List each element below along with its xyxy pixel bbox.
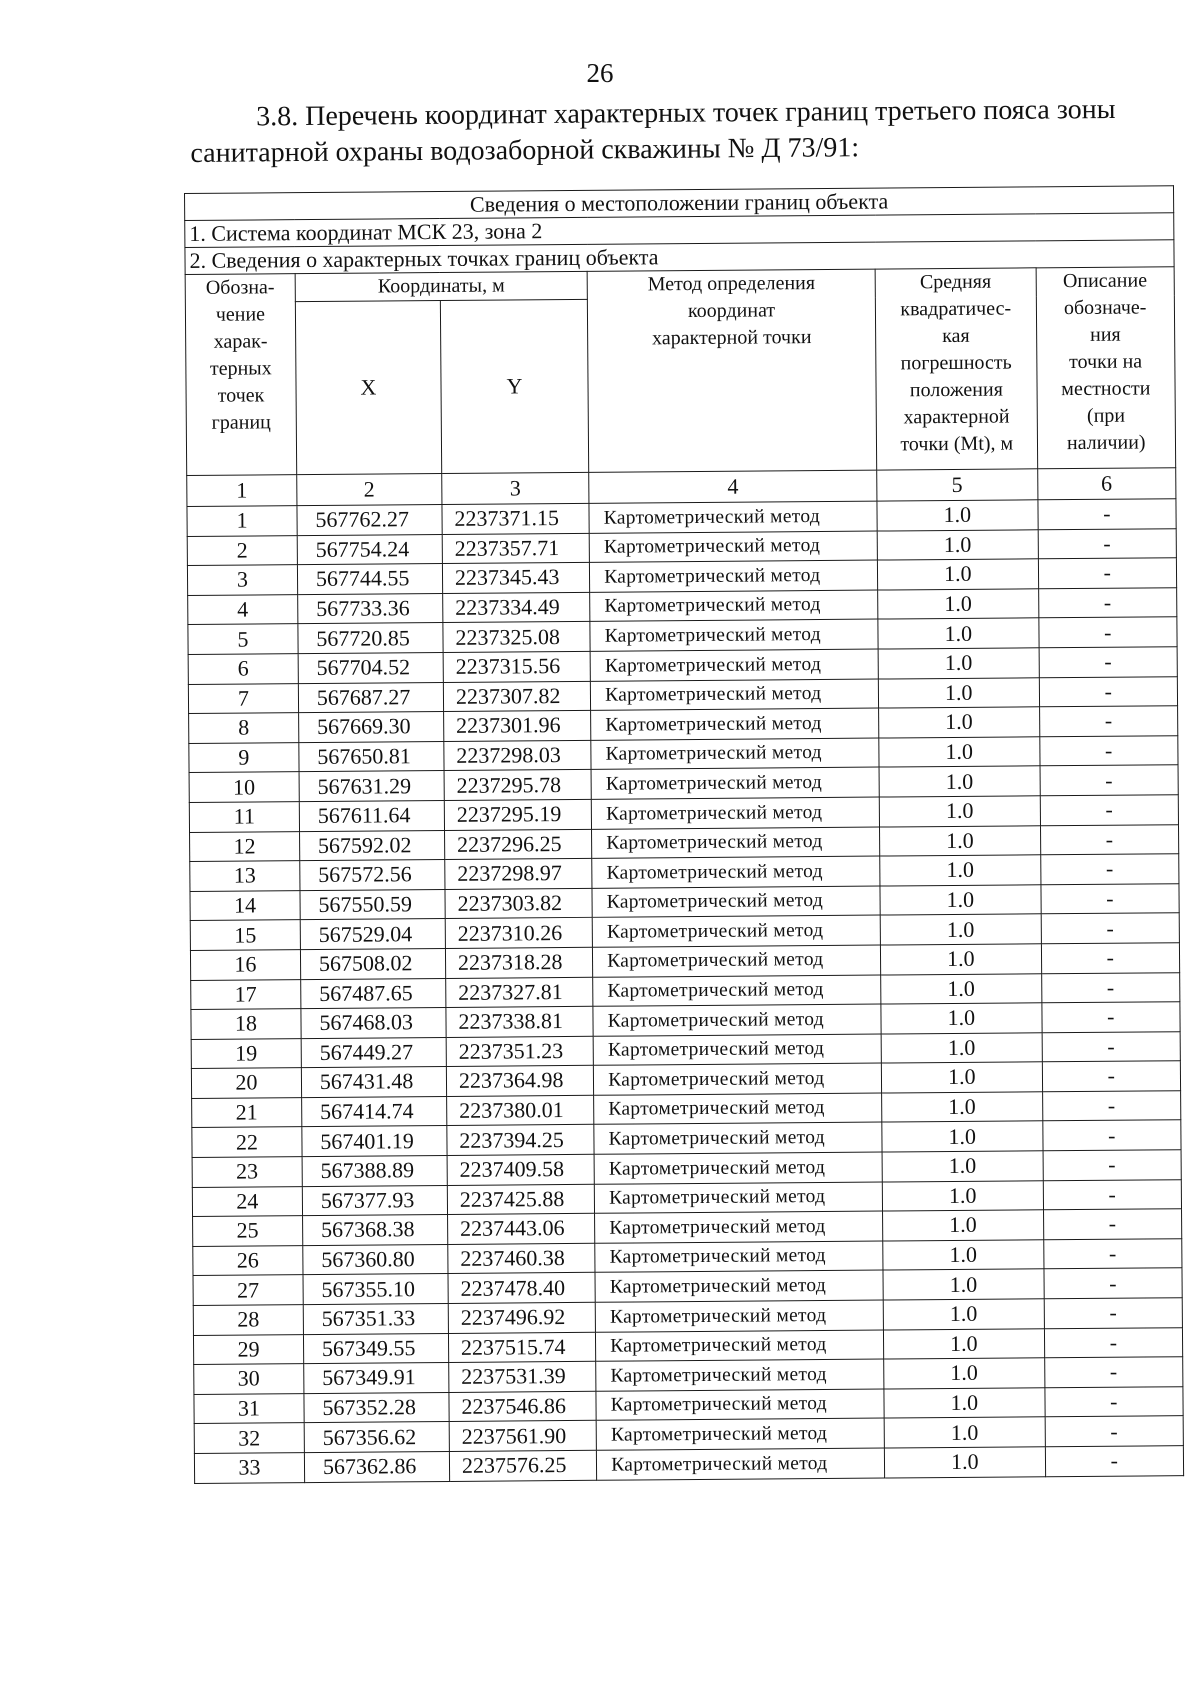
page-number: 26 [586, 58, 614, 88]
point-id-cell: 33 [194, 1453, 304, 1483]
method-cell: Картометрический метод [592, 915, 880, 947]
accuracy-cell: 1.0 [882, 1121, 1043, 1152]
point-id-cell: 28 [193, 1305, 303, 1335]
y-coordinate-cell: 2237303.82 [445, 888, 592, 919]
method-cell: Картометрический метод [594, 1152, 882, 1184]
point-id-cell: 3 [187, 565, 297, 595]
method-cell: Картометрический метод [590, 560, 878, 592]
header-description: Описание обозначе- ния точки на местности (при наличии) [1036, 267, 1176, 469]
y-coordinate-cell: 2237315.56 [443, 651, 590, 682]
accuracy-cell: 1.0 [880, 855, 1041, 886]
point-id-cell: 2 [187, 535, 297, 565]
accuracy-cell: 1.0 [877, 529, 1038, 560]
y-coordinate-cell: 2237307.82 [443, 681, 590, 712]
accuracy-cell: 1.0 [881, 1062, 1042, 1093]
description-cell: - [1038, 587, 1177, 618]
description-cell: - [1038, 617, 1177, 648]
x-coordinate-cell: 567487.65 [301, 978, 446, 1009]
description-cell: - [1038, 558, 1177, 589]
y-coordinate-cell: 2237357.71 [442, 533, 589, 564]
x-coordinate-cell: 567349.55 [303, 1333, 448, 1364]
method-cell: Картометрический метод [593, 1034, 881, 1066]
header-y: Y [440, 299, 589, 473]
accuracy-cell: 1.0 [878, 618, 1039, 649]
point-id-cell: 10 [189, 772, 299, 802]
x-coordinate-cell: 567431.48 [301, 1067, 446, 1098]
column-number: 2 [297, 473, 442, 505]
x-coordinate-cell: 567352.28 [304, 1392, 449, 1423]
x-coordinate-cell: 567368.38 [302, 1215, 447, 1246]
method-cell: Картометрический метод [593, 945, 881, 977]
x-coordinate-cell: 567356.62 [304, 1422, 449, 1453]
accuracy-cell: 1.0 [879, 737, 1040, 768]
description-cell: - [1043, 1150, 1182, 1181]
method-cell: Картометрический метод [596, 1330, 884, 1362]
description-cell: - [1039, 735, 1178, 766]
heading-line-1: 3.8. Перечень координат характерных точек границ третьего пояса зоны [256, 93, 1116, 133]
accuracy-cell: 1.0 [882, 1180, 1043, 1211]
x-coordinate-cell: 567362.86 [304, 1451, 449, 1482]
method-cell: Картометрический метод [594, 1093, 882, 1125]
description-cell: - [1039, 676, 1178, 707]
x-coordinate-cell: 567733.36 [298, 593, 443, 624]
y-coordinate-cell: 2237345.43 [442, 563, 589, 594]
method-cell: Картометрический метод [592, 856, 880, 888]
column-number: 1 [187, 475, 297, 507]
description-cell: - [1044, 1387, 1183, 1418]
y-coordinate-cell: 2237364.98 [446, 1066, 593, 1097]
accuracy-cell: 1.0 [877, 500, 1038, 531]
y-coordinate-cell: 2237409.58 [447, 1154, 594, 1185]
y-coordinate-cell: 2237515.74 [448, 1332, 595, 1363]
x-coordinate-cell: 567529.04 [300, 919, 445, 950]
point-id-cell: 26 [193, 1245, 303, 1275]
method-cell: Картометрический метод [589, 531, 877, 563]
y-coordinate-cell: 2237371.15 [442, 503, 589, 534]
y-coordinate-cell: 2237298.03 [444, 740, 591, 771]
header-x: X [295, 300, 441, 474]
accuracy-cell: 1.0 [881, 944, 1042, 975]
y-coordinate-cell: 2237325.08 [443, 622, 590, 653]
point-id-cell: 30 [194, 1364, 304, 1394]
accuracy-cell: 1.0 [883, 1240, 1044, 1271]
accuracy-cell: 1.0 [884, 1447, 1045, 1478]
x-coordinate-cell: 567669.30 [298, 712, 443, 743]
x-coordinate-cell: 567687.27 [298, 682, 443, 713]
point-id-cell: 31 [194, 1393, 304, 1423]
accuracy-cell: 1.0 [877, 559, 1038, 590]
point-id-cell: 7 [188, 683, 298, 713]
section-heading [190, 92, 1151, 172]
method-cell: Картометрический метод [596, 1359, 884, 1391]
point-id-cell: 25 [193, 1216, 303, 1246]
description-cell: - [1042, 1031, 1181, 1062]
y-coordinate-cell: 2237351.23 [446, 1036, 593, 1067]
x-coordinate-cell: 567550.59 [300, 889, 445, 920]
description-cell: - [1040, 795, 1179, 826]
x-coordinate-cell: 567355.10 [303, 1274, 448, 1305]
y-coordinate-cell: 2237380.01 [447, 1095, 594, 1126]
description-cell: - [1040, 765, 1179, 796]
description-cell: - [1044, 1357, 1183, 1388]
point-id-cell: 16 [190, 950, 300, 980]
description-cell: - [1043, 1268, 1182, 1299]
x-coordinate-cell: 567762.27 [297, 504, 442, 535]
x-coordinate-cell: 567508.02 [300, 948, 445, 979]
description-cell: - [1044, 1298, 1183, 1329]
point-id-cell: 8 [189, 713, 299, 743]
accuracy-cell: 1.0 [883, 1299, 1044, 1330]
point-id-cell: 23 [192, 1157, 302, 1187]
point-id-cell: 6 [188, 654, 298, 684]
y-coordinate-cell: 2237334.49 [443, 592, 590, 623]
point-id-cell: 32 [194, 1423, 304, 1453]
y-coordinate-cell: 2237318.28 [445, 947, 592, 978]
accuracy-cell: 1.0 [879, 707, 1040, 738]
point-id-cell: 29 [193, 1334, 303, 1364]
method-cell: Картометрический метод [592, 827, 880, 859]
header-designation: Обозна- чение харак- терных точек границ [185, 274, 296, 476]
accuracy-cell: 1.0 [880, 914, 1041, 945]
method-cell: Картометрический метод [594, 1123, 882, 1155]
point-id-cell: 27 [193, 1275, 303, 1305]
x-coordinate-cell: 567704.52 [298, 652, 443, 683]
description-cell: - [1041, 913, 1180, 944]
point-id-cell: 4 [188, 594, 298, 624]
column-number: 4 [589, 470, 877, 503]
method-cell: Картометрический метод [590, 590, 878, 622]
description-cell: - [1045, 1416, 1184, 1447]
point-id-cell: 15 [190, 920, 300, 950]
point-id-cell: 20 [191, 1068, 301, 1098]
x-coordinate-cell: 567744.55 [297, 564, 442, 595]
method-cell: Картометрический метод [596, 1389, 884, 1421]
x-coordinate-cell: 567650.81 [299, 741, 444, 772]
method-cell: Картометрический метод [595, 1300, 883, 1332]
description-cell: - [1038, 528, 1177, 559]
x-coordinate-cell: 567572.56 [300, 860, 445, 891]
header-coordinates: Координаты, м [295, 271, 588, 301]
accuracy-cell: 1.0 [879, 766, 1040, 797]
x-coordinate-cell: 567449.27 [301, 1037, 446, 1068]
accuracy-cell: 1.0 [878, 648, 1039, 679]
y-coordinate-cell: 2237460.38 [448, 1243, 595, 1274]
method-cell: Картометрический метод [593, 1004, 881, 1036]
x-coordinate-cell: 567388.89 [302, 1156, 447, 1187]
x-coordinate-cell: 567377.93 [302, 1185, 447, 1216]
column-number: 3 [442, 472, 589, 504]
y-coordinate-cell: 2237496.92 [448, 1302, 595, 1333]
method-cell: Картометрический метод [591, 767, 879, 799]
description-cell: - [1039, 706, 1178, 737]
method-cell: Картометрический метод [591, 738, 879, 770]
column-number: 5 [877, 469, 1038, 501]
accuracy-cell: 1.0 [884, 1417, 1045, 1448]
y-coordinate-cell: 2237394.25 [447, 1125, 594, 1156]
description-cell: - [1041, 972, 1180, 1003]
point-id-cell: 22 [192, 1127, 302, 1157]
description-cell: - [1041, 943, 1180, 974]
x-coordinate-cell: 567414.74 [301, 1096, 446, 1127]
x-coordinate-cell: 567754.24 [297, 534, 442, 565]
method-cell: Картометрический метод [595, 1241, 883, 1273]
coordinate-system: 1. Система координат МСК 23, зона 2 [185, 213, 1174, 248]
description-cell: - [1040, 883, 1179, 914]
points-info: 2. Сведения о характерных точках границ объекта [185, 240, 1174, 275]
accuracy-cell: 1.0 [880, 885, 1041, 916]
method-cell: Картометрический метод [596, 1418, 884, 1450]
accuracy-cell: 1.0 [881, 1003, 1042, 1034]
y-coordinate-cell: 2237295.78 [444, 770, 591, 801]
point-id-cell: 21 [192, 1097, 302, 1127]
header-accuracy: Средняя квадратичес- кая погрешность положения характерной точки (Mt), м [875, 268, 1037, 470]
method-cell: Картометрический метод [589, 501, 877, 533]
description-cell: - [1042, 1091, 1181, 1122]
x-coordinate-cell: 567468.03 [301, 1008, 446, 1039]
y-coordinate-cell: 2237295.19 [444, 799, 591, 830]
point-id-cell: 19 [191, 1038, 301, 1068]
method-cell: Картометрический метод [591, 797, 879, 829]
point-id-cell: 24 [192, 1186, 302, 1216]
accuracy-cell: 1.0 [884, 1388, 1045, 1419]
y-coordinate-cell: 2237338.81 [446, 1006, 593, 1037]
x-coordinate-cell: 567720.85 [298, 623, 443, 654]
accuracy-cell: 1.0 [884, 1358, 1045, 1389]
x-coordinate-cell: 567401.19 [302, 1126, 447, 1157]
point-id-cell: 18 [191, 1009, 301, 1039]
description-cell: - [1041, 1002, 1180, 1033]
method-cell: Картометрический метод [590, 619, 878, 651]
x-coordinate-cell: 567611.64 [299, 800, 444, 831]
description-cell: - [1042, 1061, 1181, 1092]
y-coordinate-cell: 2237478.40 [448, 1273, 595, 1304]
x-coordinate-cell: 567360.80 [303, 1244, 448, 1275]
table-title: Сведения о местоположении границ объекта [185, 186, 1174, 221]
method-cell: Картометрический метод [591, 679, 879, 711]
method-cell: Картометрический метод [595, 1211, 883, 1243]
method-cell: Картометрический метод [592, 886, 880, 918]
description-cell: - [1045, 1446, 1184, 1477]
point-id-cell: 9 [189, 742, 299, 772]
coordinates-table-wrapper [184, 185, 1184, 1483]
heading-line-2: санитарной охраны водозаборной скважины № Д 73/91: [190, 132, 860, 169]
description-cell: - [1043, 1239, 1182, 1270]
y-coordinate-cell: 2237561.90 [449, 1421, 596, 1452]
method-cell: Картометрический метод [594, 1063, 882, 1095]
accuracy-cell: 1.0 [879, 796, 1040, 827]
y-coordinate-cell: 2237425.88 [447, 1184, 594, 1215]
description-cell: - [1043, 1179, 1182, 1210]
accuracy-cell: 1.0 [881, 1032, 1042, 1063]
method-cell: Картометрический метод [593, 975, 881, 1007]
description-cell: - [1037, 499, 1176, 530]
y-coordinate-cell: 2237298.97 [445, 858, 592, 889]
y-coordinate-cell: 2237443.06 [447, 1214, 594, 1245]
y-coordinate-cell: 2237576.25 [449, 1450, 596, 1481]
accuracy-cell: 1.0 [884, 1328, 1045, 1359]
description-cell: - [1043, 1209, 1182, 1240]
description-cell: - [1039, 647, 1178, 678]
method-cell: Картометрический метод [591, 708, 879, 740]
column-number: 6 [1037, 468, 1176, 500]
y-coordinate-cell: 2237296.25 [444, 829, 591, 860]
accuracy-cell: 1.0 [878, 677, 1039, 708]
y-coordinate-cell: 2237301.96 [444, 710, 591, 741]
x-coordinate-cell: 567349.91 [304, 1363, 449, 1394]
y-coordinate-cell: 2237327.81 [446, 977, 593, 1008]
point-id-cell: 12 [190, 831, 300, 861]
x-coordinate-cell: 567631.29 [299, 771, 444, 802]
method-cell: Картометрический метод [597, 1448, 885, 1480]
description-cell: - [1044, 1327, 1183, 1358]
description-cell: - [1042, 1120, 1181, 1151]
point-id-cell: 13 [190, 861, 300, 891]
point-id-cell: 5 [188, 624, 298, 654]
accuracy-cell: 1.0 [883, 1269, 1044, 1300]
x-coordinate-cell: 567592.02 [299, 830, 444, 861]
header-method: Метод определения координат характерной точки [587, 269, 876, 472]
description-cell: - [1040, 824, 1179, 855]
accuracy-cell: 1.0 [882, 1092, 1043, 1123]
y-coordinate-cell: 2237531.39 [449, 1362, 596, 1393]
accuracy-cell: 1.0 [881, 973, 1042, 1004]
point-id-cell: 1 [187, 506, 297, 536]
method-cell: Картометрический метод [590, 649, 878, 681]
point-id-cell: 11 [189, 802, 299, 832]
point-id-cell: 14 [190, 890, 300, 920]
method-cell: Картометрический метод [595, 1270, 883, 1302]
description-cell: - [1040, 854, 1179, 885]
y-coordinate-cell: 2237546.86 [449, 1391, 596, 1422]
y-coordinate-cell: 2237310.26 [445, 918, 592, 949]
coordinates-table [184, 185, 1184, 1483]
accuracy-cell: 1.0 [878, 589, 1039, 620]
accuracy-cell: 1.0 [882, 1151, 1043, 1182]
x-coordinate-cell: 567351.33 [303, 1303, 448, 1334]
point-id-cell: 17 [191, 979, 301, 1009]
accuracy-cell: 1.0 [883, 1210, 1044, 1241]
method-cell: Картометрический метод [594, 1182, 882, 1214]
accuracy-cell: 1.0 [880, 825, 1041, 856]
